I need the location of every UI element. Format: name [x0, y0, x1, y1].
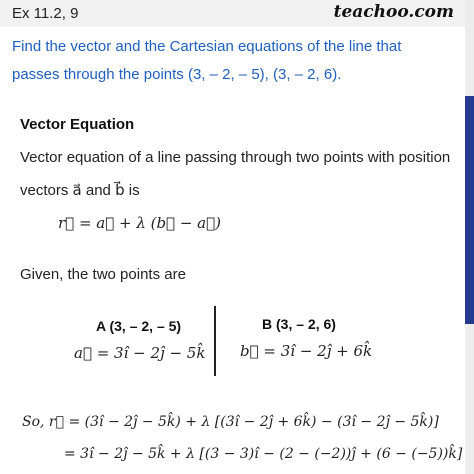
intro-line-1: Vector equation of a line passing through two points with position	[20, 149, 451, 166]
given-text: Given, the two points are	[20, 266, 186, 283]
divider-line	[214, 306, 216, 376]
exercise-label: Ex 11.2, 9	[12, 5, 79, 22]
line-formula: r⃗ = a⃗ + λ (b⃗ − a⃗)	[58, 214, 221, 232]
question-line-1: Find the vector and the Cartesian equations of the line that	[12, 38, 402, 55]
section-heading: Vector Equation	[20, 116, 135, 133]
point-b-vector: b⃗ = 3î − 2ĵ + 6k̂	[240, 342, 373, 360]
scrollbar-track[interactable]	[465, 0, 474, 474]
brand-logo: teachoo.com	[333, 2, 454, 22]
question-text	[12, 33, 462, 89]
step-2-equation: = 3î − 2ĵ − 5k̂ + λ [(3 − 3)î − (2 − (−2))ĵ + (6 − (−5))k̂]	[64, 446, 463, 462]
point-a-label: A (3, – 2, – 5)	[96, 318, 182, 334]
point-b-label: B (3, – 2, 6)	[262, 316, 336, 332]
step-1-equation: So, r⃗ = (3î − 2ĵ − 5k̂) + λ [(3î − 2ĵ + 6k̂) − (3î − 2ĵ − 5k̂)]	[22, 414, 439, 430]
intro-line-2: vectors a⃗ and b⃗ is	[20, 182, 140, 199]
point-a-vector: a⃗ = 3î − 2ĵ − 5k̂	[74, 344, 206, 362]
question-line-2: passes through the points (3, – 2, – 5), (3, – 2, 6).	[12, 66, 342, 83]
header-bar	[0, 0, 474, 27]
scrollbar-thumb[interactable]	[465, 96, 474, 324]
